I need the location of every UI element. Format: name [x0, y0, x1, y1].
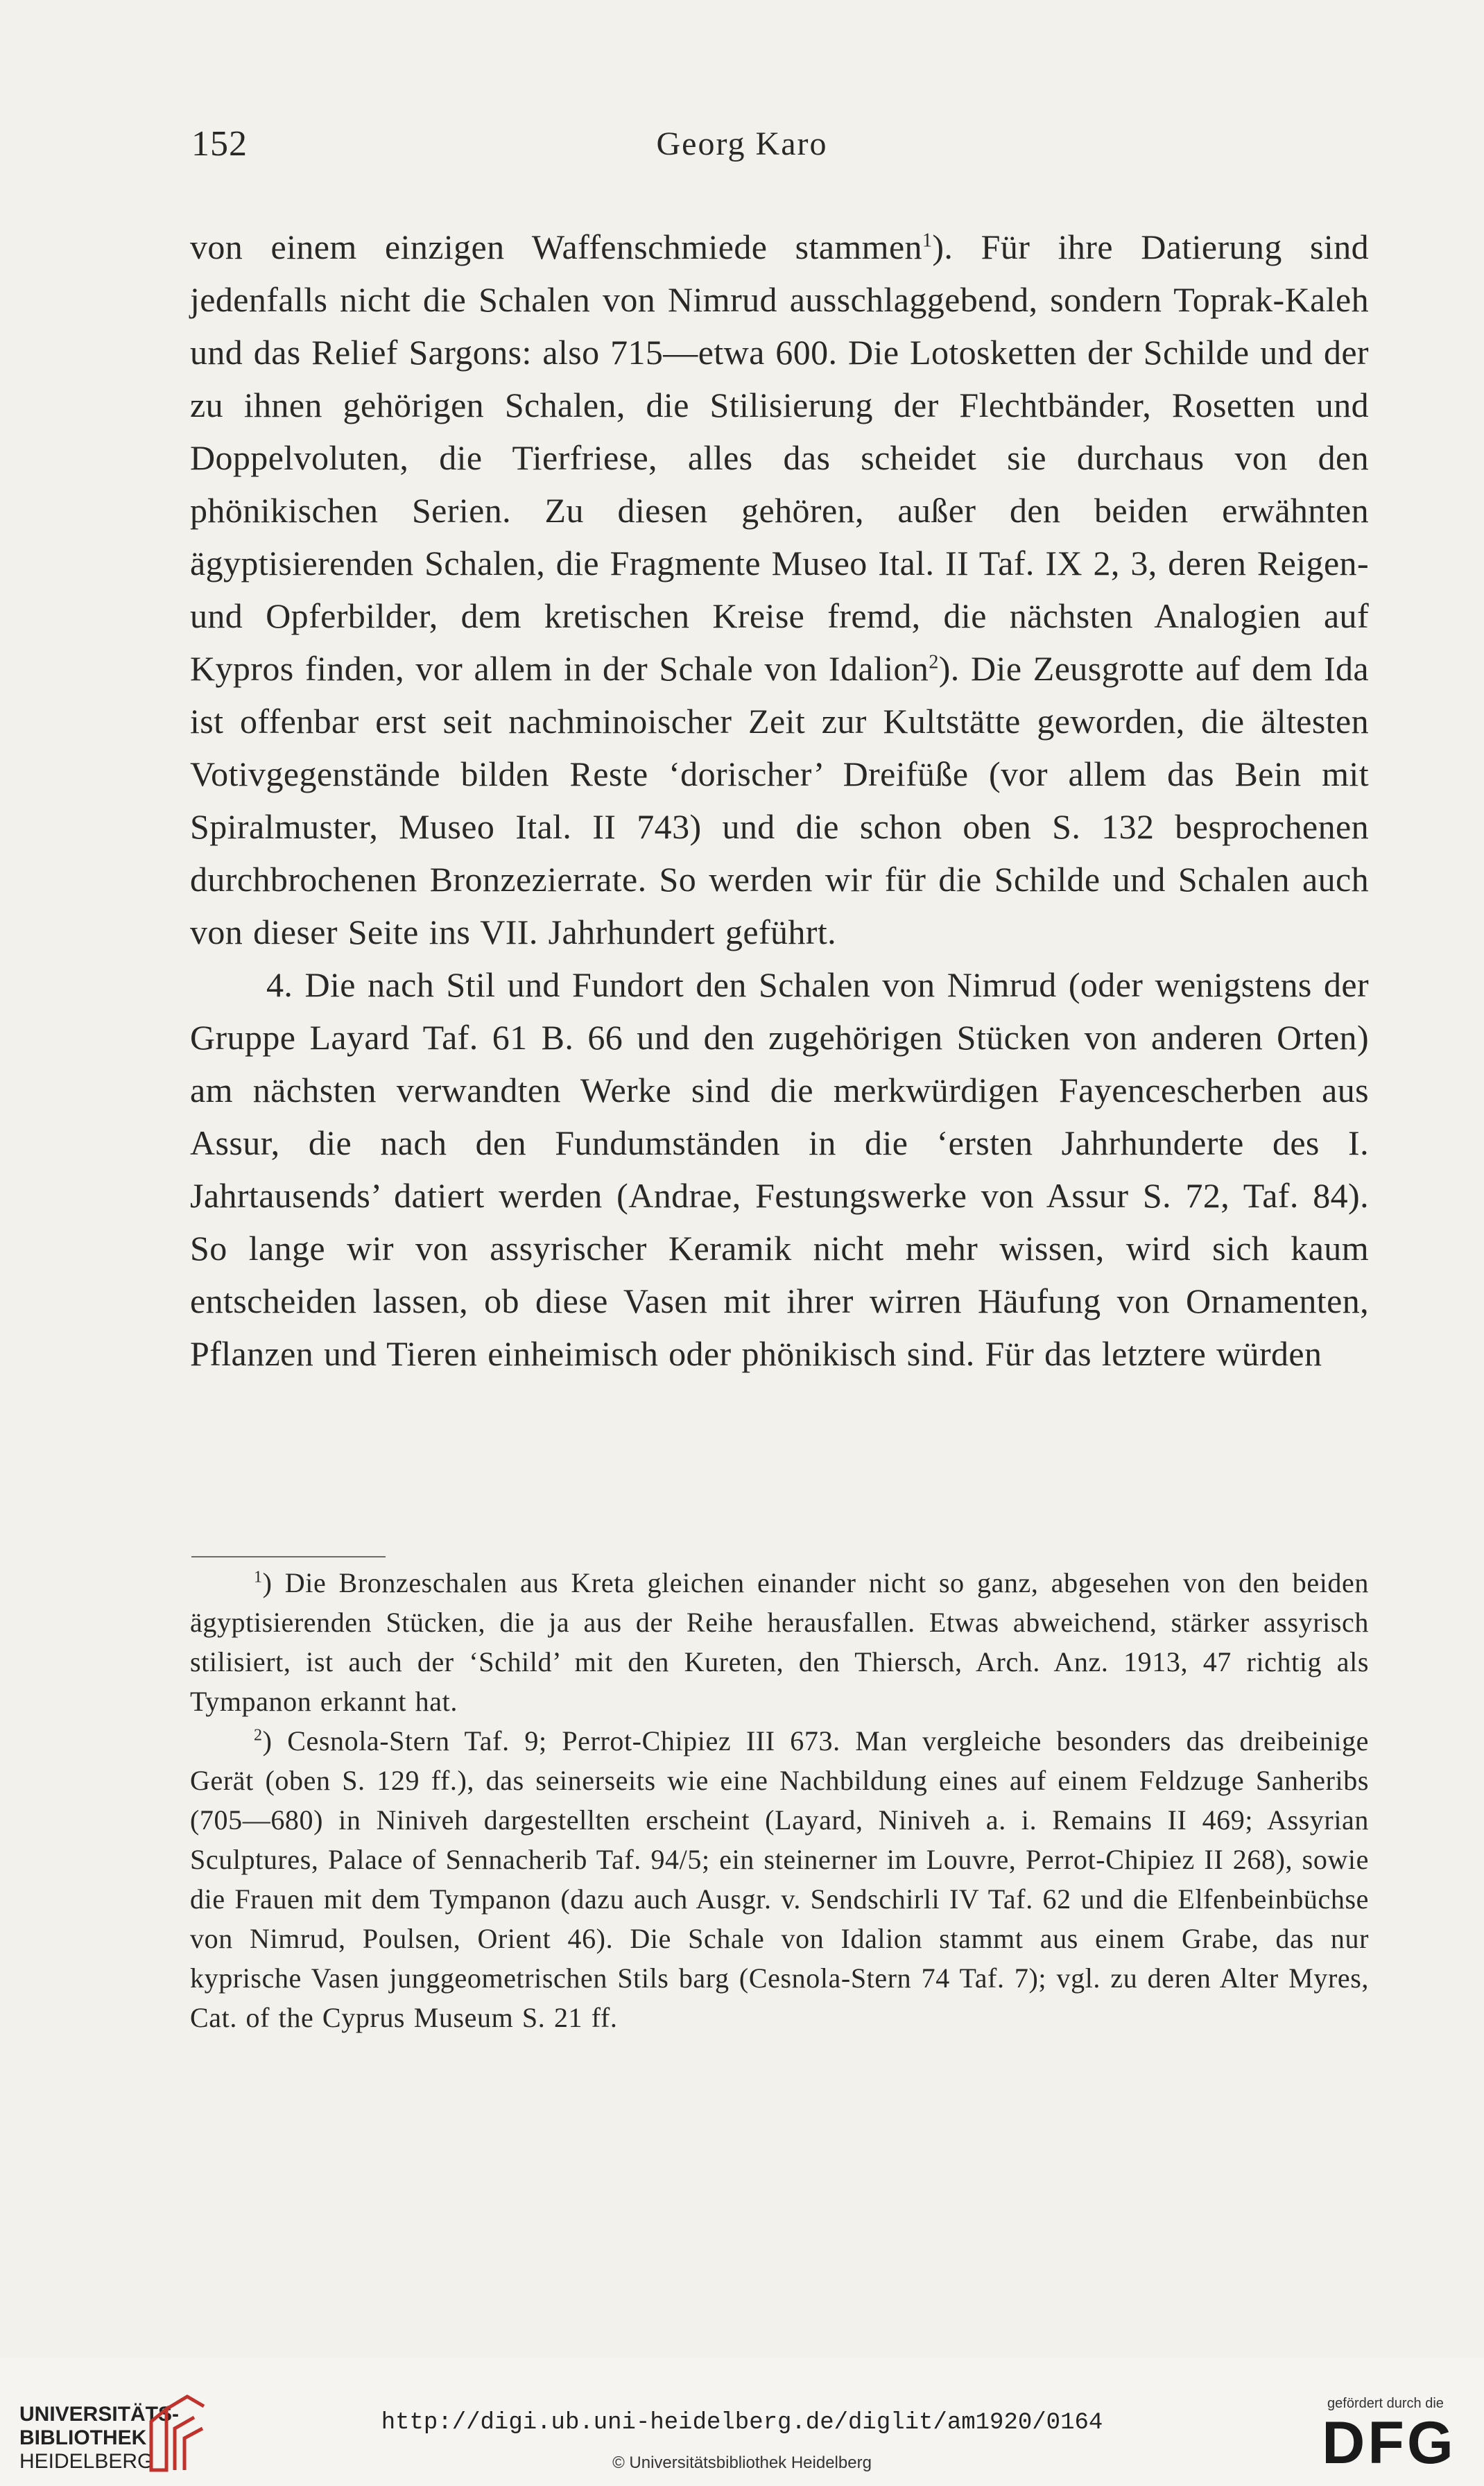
library-line-1: UNIVERSITÄTS-: [19, 2403, 180, 2426]
footnote-ref-1[interactable]: 1: [922, 230, 933, 252]
copyright-notice: © Universitätsbibliothek Heidelberg: [612, 2453, 872, 2472]
source-url-link[interactable]: http://digi.ub.uni-heidelberg.de/diglit/am1920/0164: [381, 2410, 1103, 2436]
paragraph-1-part-b: ). Für ihre Datierung sind jedenfalls nicht die Schalen von Nimrud ausschlaggebend, sondern Toprak-Kaleh und das Relief Sargons: also 715—etwa 600. Die Lotosketten der Schilde und der zu ihnen gehörigen Schalen, die Stilisierung der Flechtbänder, Rosetten und Doppelvoluten, die Tierfriese, alles das scheidet sie durchaus von den phönikischen Serien. Zu diesen gehören, außer den beiden erwähnten ägyptisierenden Schalen, die Fragmente Museo Ital. II Taf. IX 2, 3, deren Reigen- und Opferbilder, dem kretischen Kreise fremd, die nächsten Analogien auf Kypros finden, vor allem in der Schale von Idalion: [190, 227, 1369, 688]
footnote-1-text: ) Die Bronzeschalen aus Kreta gleichen einander nicht so ganz, abgesehen von den beiden ägyptisierenden Stücken, die ja aus der Reihe herausfallen. Etwas abweichend, stärker assyrisch stilisiert, ist auch der ‘Schild’ mit den Kureten, den Thiersch, Arch. Anz. 1913, 47 richtig als Tympanon erkannt hat.: [190, 1567, 1369, 1717]
footnote-ref-2[interactable]: 2: [929, 651, 939, 673]
footnotes: [190, 1563, 1369, 2037]
library-line-2: BIBLIOTHEK: [19, 2426, 147, 2449]
funding-note: gefördert durch die: [1327, 2396, 1444, 2411]
footnote-1: [190, 1563, 1369, 1721]
paragraph-2: 4. Die nach Stil und Fundort den Schalen von Nimrud (oder wenigstens der Gruppe Layard Taf. 61 B. 66 und den zugehörigen Stücken von anderen Orten) am nächsten verwandten Werke sind die merkwürdigen Fayencescherben aus Assur, die nach den Fundumständen in die ‘ersten Jahrhunderte des I. Jahrtausends’ datiert werden (Andrae, Festungswerke von Assur S. 72, Taf. 84). So lange wir von assyrischer Keramik nicht mehr wissen, wird sich kaum entscheiden lassen, ob diese Vasen mit ihrer wirren Häufung von Ornamenten, Pflanzen und Tieren einheimisch oder phönikisch sind. Für das letztere würden: [190, 965, 1369, 1373]
page-number: 152: [191, 124, 248, 164]
footnote-2-text: ) Cesnola-Stern Taf. 9; Perrot-Chipiez III 673. Man vergleiche besonders das dreibeinige Gerät (oben S. 129 ff.), das seinerseits wie eine Nachbildung eines auf einem Feldzuge Sanheribs (705—680) in Niniveh dargestellten erscheint (Layard, Niniveh a. i. Remains II 469; Assyrian Sculptures, Palace of Sennacherib Taf. 94/5; ein steinerner im Louvre, Perrot-Chipiez II 268), sowie die Frauen mit dem Tympanon (dazu auch Ausgr. v. Sendschirli IV Taf. 62 und die Elfenbeinbüchse von Nimrud, Poulsen, Orient 46). Die Schale von Idalion stammt aus einem Grabe, das nur kyprische Vasen junggeometrischen Stils barg (Cesnola-Stern 74 Taf. 7); vgl. zu deren Alter Myres, Cat. of the Cyprus Museum S. 21 ff.: [190, 1725, 1369, 2033]
main-text: [190, 221, 1369, 1380]
footnote-2: [190, 1721, 1369, 2037]
library-line-3: HEIDELBERG: [19, 2450, 154, 2473]
paragraph-1-part-c: ). Die Zeusgrotte auf dem Ida ist offenbar erst seit nachminoischer Zeit zur Kultstätte geworden, die ältesten Votivgegenstände bilden Reste ‘dorischer’ Dreifüße (vor allem das Bein mit Spiralmuster, Museo Ital. II 743) und die schon oben S. 132 besprochenen durchbrochenen Bronzezierrate. So werden wir für die Schilde und Schalen auch von dieser Seite ins VII. Jahrhundert geführt.: [190, 649, 1369, 951]
paragraph-1: [190, 221, 1369, 958]
dfg-logo-icon: DFG: [1322, 2410, 1456, 2476]
running-head: Georg Karo: [656, 126, 828, 162]
footnote-1-marker: 1: [254, 1568, 263, 1587]
paragraph-1-part-a: von einem einzigen Waffenschmiede stammen: [190, 227, 922, 266]
footnote-divider: [191, 1556, 386, 1557]
footnote-2-marker: 2: [254, 1726, 263, 1745]
